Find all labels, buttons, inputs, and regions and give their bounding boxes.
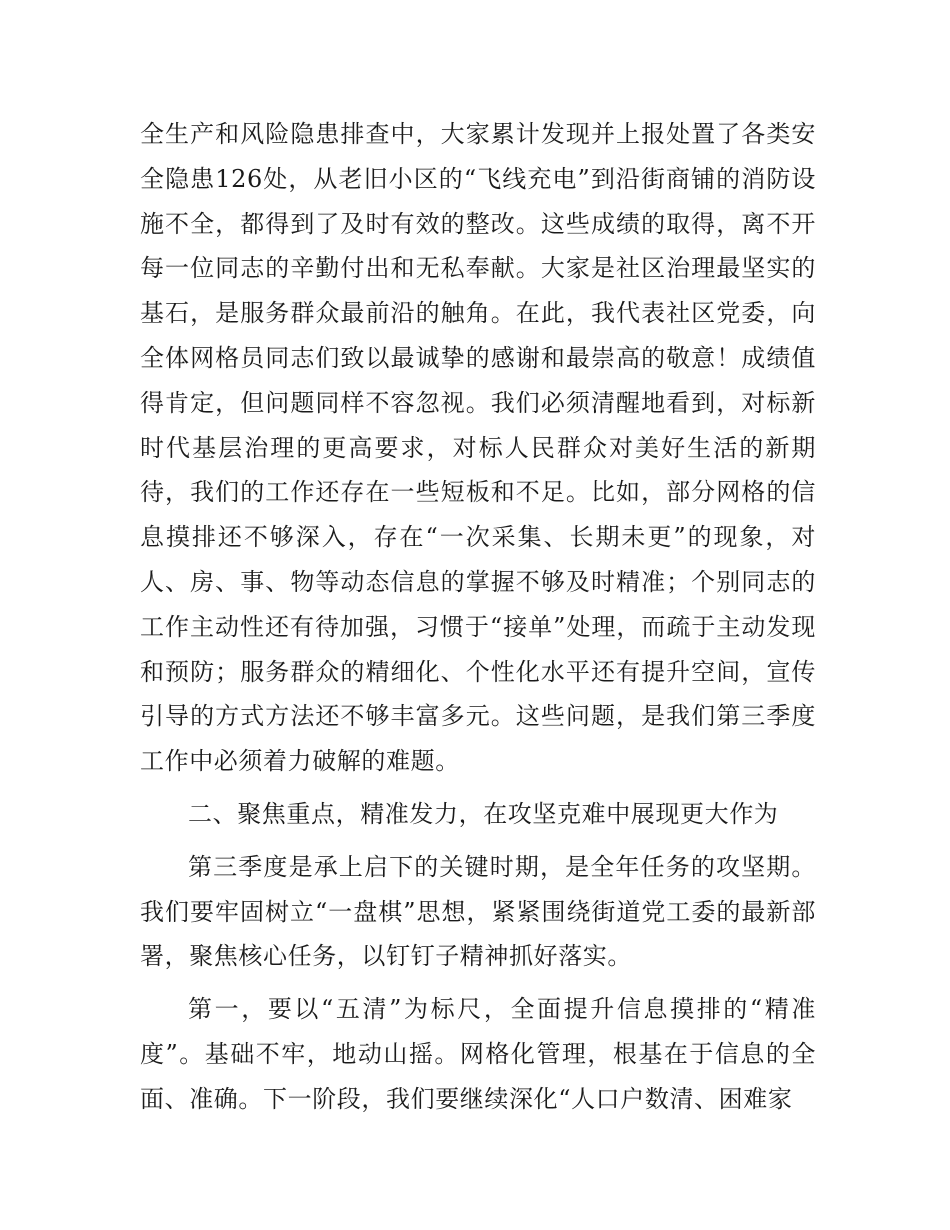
paragraph-spacer bbox=[140, 784, 816, 792]
paragraph-third-quarter-intro: 第三季度是承上启下的关键时期，是全年任务的攻坚期。我们要牢固树立“一盘棋”思想，紧紧围绕街道党工委的最新部署，聚焦核心任务，以钉钉子精神抓好落实。 bbox=[140, 852, 816, 971]
paragraph-achievements-and-problems: 全生产和风险隐患排查中，大家累计发现并上报处置了各类安全隐患126处，从老旧小区的“飞线充电”到沿街商铺的消防设施不全，都得到了及时有效的整改。这些成绩的取得，离不开每一位同志的辛勤付出和无私奉献。大家是社区治理最坚实的基石，是服务群众最前沿的触角。在此，我代表社区党委，向全体网格员同志们致以最诚挚的感谢和最崇高的敬意！成绩值得肯定，但问题同样不容忽视。我们必须清醒地看到，对标新时代基层治理的更高要求，对标人民群众对美好生活的新期待，我们的工作还存在一些短板和不足。比如，部分网格的信息摸排还不够深入，存在“一次采集、长期未更”的现象，对人、房、事、物等动态信息的掌握不够及时精准；个别同志的工作主动性还有待加强，习惯于“接单”处理，而疏于主动发现和预防；服务群众的精细化、个性化水平还有提升空间，宣传引导的方式方法还不够丰富多元。这些问题，是我们第三季度工作中必须着力破解的难题。 bbox=[140, 120, 816, 776]
paragraph-spacer bbox=[140, 979, 816, 987]
section-heading-two: 二、聚焦重点，精准发力，在攻坚克难中展现更大作为 bbox=[188, 799, 779, 828]
document-body bbox=[140, 112, 816, 1122]
paragraph-first-point: 第一，要以“五清”为标尺，全面提升信息摸排的“精准度”。基础不牢，地动山摇。网格化管理，根基在于信息的全面、准确。下一阶段，我们要继续深化“人口户数清、困难家 bbox=[140, 995, 816, 1113]
paragraph-spacer bbox=[140, 837, 816, 845]
